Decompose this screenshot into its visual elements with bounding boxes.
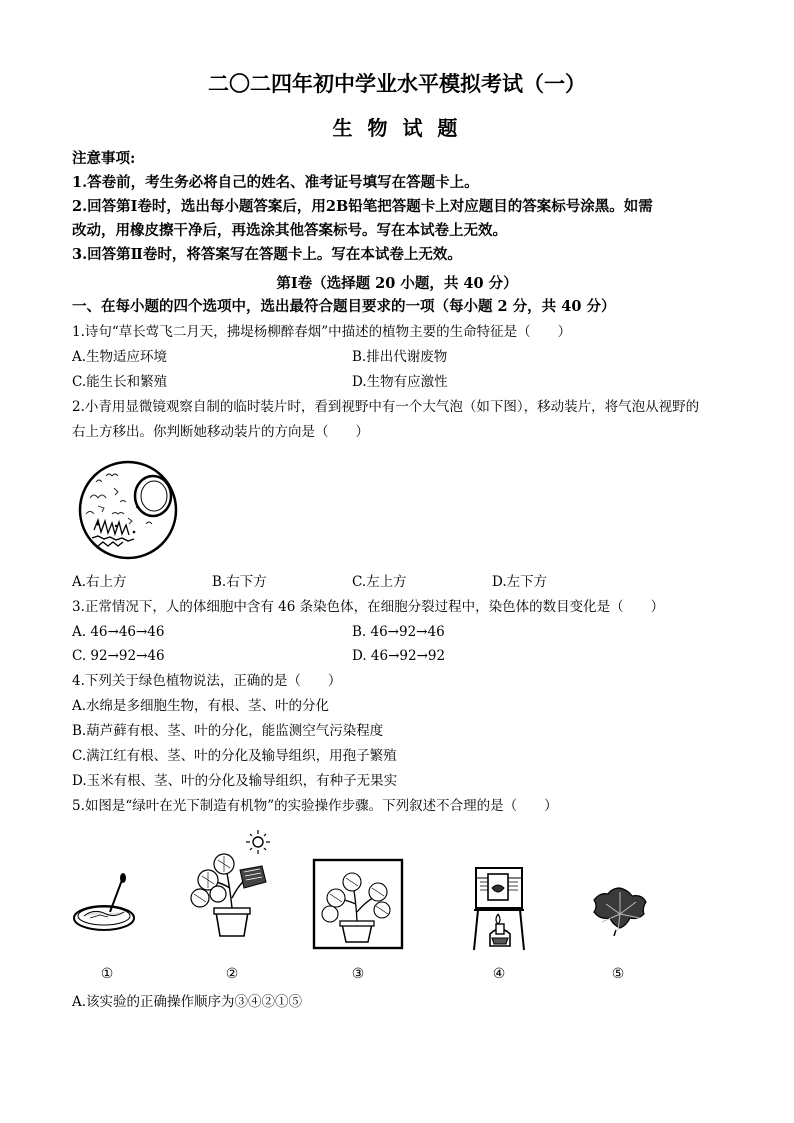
question-2-option-b[interactable]: B.右下方 xyxy=(212,574,267,590)
question-1-option-c[interactable]: C.能生长和繁殖 xyxy=(72,374,168,390)
water-bath-heating-figure xyxy=(468,862,532,956)
question-1-option-a[interactable]: A.生物适应环境 xyxy=(72,349,168,365)
stained-leaf-figure xyxy=(590,884,650,936)
question-2-option-a[interactable]: A.右上方 xyxy=(72,574,127,590)
subject-title: 生 物 试 题 xyxy=(332,116,462,140)
sunlit-plant-figure xyxy=(188,828,278,940)
question-5-stem: 5.如图是“绿叶在光下制造有机物”的实验操作步骤。下列叙述不合理的是（ ） xyxy=(72,798,558,814)
figure-label-3: ③ xyxy=(351,966,365,982)
question-1-stem: 1.诗句“草长莺飞二月天，拂堤杨柳醉春烟”中描述的植物主要的生命特征是（ ） xyxy=(72,324,572,340)
question-2-stem-line-2: 右上方移出。你判断她移动装片的方向是（ ） xyxy=(72,424,369,440)
figure-label-5: ⑤ xyxy=(611,966,625,982)
question-1-option-d[interactable]: D.生物有应激性 xyxy=(352,374,448,390)
question-4-option-b[interactable]: B.葫芦藓有根、茎、叶的分化，能监测空气污染程度 xyxy=(72,723,384,739)
question-3-option-d[interactable]: D. 46→92→92 xyxy=(352,648,446,664)
section-title: 第Ⅰ卷（选择题 20 小题，共 40 分） xyxy=(276,275,518,292)
question-3-option-a[interactable]: A. 46→46→46 xyxy=(72,624,165,640)
question-2-stem-line-1: 2.小青用显微镜观察自制的临时装片时，看到视野中有一个大气泡（如下图），移动装片，将气泡从视野的 xyxy=(72,399,700,415)
exam-title: 二〇二四年初中学业水平模拟考试（一） xyxy=(208,71,586,96)
question-3-stem: 3.正常情况下，人的体细胞中含有 46 条染色体，在细胞分裂过程中，染色体的数目变化是（ ） xyxy=(72,599,665,615)
question-2-option-c[interactable]: C.左上方 xyxy=(352,574,407,590)
iodine-drop-dish-figure xyxy=(70,872,140,942)
section-instruction: 一、在每小题的四个选项中，选出最符合题目要求的一项（每小题 2 分，共 40 分） xyxy=(72,298,616,315)
figure-label-4: ④ xyxy=(492,966,506,982)
question-3-option-b[interactable]: B. 46→92→46 xyxy=(352,624,445,640)
question-2-option-d[interactable]: D.左下方 xyxy=(492,574,548,590)
note-item-1: 1.答卷前，考生务必将自己的姓名、准考证号填写在答题卡上。 xyxy=(72,174,479,191)
question-4-stem: 4.下列关于绿色植物说法，正确的是（ ） xyxy=(72,673,342,689)
figure-label-1: ① xyxy=(100,966,114,982)
question-5-option-a[interactable]: A.该实验的正确操作顺序为③④②①⑤ xyxy=(72,994,303,1010)
microscope-field-figure xyxy=(76,458,180,562)
question-4-option-a[interactable]: A.水绵是多细胞生物，有根、茎、叶的分化 xyxy=(72,698,330,714)
boxed-plant-figure xyxy=(312,858,404,950)
figure-label-2: ② xyxy=(225,966,239,982)
note-item-2-line-2: 改动，用橡皮擦干净后，再选涂其他答案标号。写在本试卷上无效。 xyxy=(72,222,507,239)
question-1-option-b[interactable]: B.排出代谢废物 xyxy=(352,349,448,365)
notes-heading: 注意事项: xyxy=(72,150,136,167)
question-4-option-c[interactable]: C.满江红有根、茎、叶的分化及输导组织，用孢子繁殖 xyxy=(72,748,397,764)
note-item-2-line-1: 2.回答第Ⅰ卷时，选出每小题答案后，用2B铅笔把答题卡上对应题目的答案标号涂黑。如需 xyxy=(72,198,653,215)
question-3-option-c[interactable]: C. 92→92→46 xyxy=(72,648,165,664)
question-4-option-d[interactable]: D.玉米有根、茎、叶的分化及输导组织，有种子无果实 xyxy=(72,773,398,789)
note-item-3: 3.回答第Ⅱ卷时，将答案写在答题卡上。写在本试卷上无效。 xyxy=(72,246,462,263)
